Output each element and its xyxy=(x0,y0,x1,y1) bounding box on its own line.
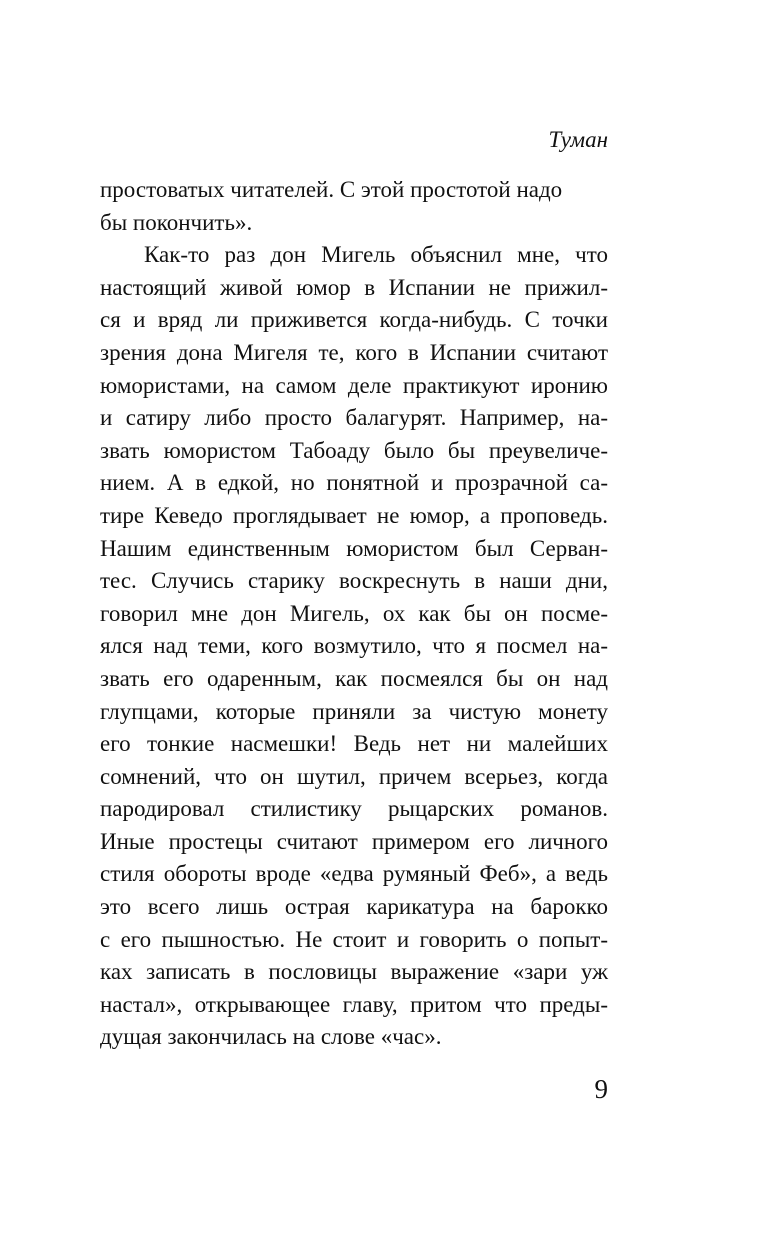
text-line: ялся над теми, кого возмутило, что я посмел на- xyxy=(100,633,608,659)
text-line: ках записать в пословицы выражение «зари уж xyxy=(100,959,608,985)
text-line: нием. А в едкой, но понятной и прозрачной са- xyxy=(100,470,608,496)
paragraph-first-line: Как-то раз дон Мигель объяснил мне, что xyxy=(144,242,608,268)
text-line: тире Кеведо проглядывает не юмор, а проповедь. xyxy=(100,502,608,528)
text-line: Иные простецы считают примером его личного xyxy=(100,828,608,854)
text-line: тес. Случись старику воскреснуть в наши дни, xyxy=(100,568,608,594)
text-line: юмористами, на самом деле практикуют иронию xyxy=(100,372,608,398)
text-line: простоватых читателей. С этой простотой надо xyxy=(100,177,563,202)
text-line: глупцами, которые приняли за чистую монету xyxy=(100,698,608,724)
text-line: Нашим единственным юмористом был Серван- xyxy=(100,535,608,561)
text-line: сомнений, что он шутил, причем всерьез, когда xyxy=(100,763,608,789)
text-line: звать юмористом Табоаду было бы преувеличе- xyxy=(100,437,608,463)
text-line: дущая закончилась на слове «час». xyxy=(100,1024,442,1050)
text-line: бы покончить». xyxy=(100,209,253,235)
text-line: настоящий живой юмор в Испании не прижил- xyxy=(100,274,608,300)
text-line: и сатиру либо просто балагурят. Например, на- xyxy=(100,405,608,431)
text-line: с его пышностью. Не стоит и говорить о попыт- xyxy=(100,926,608,952)
text-line: его тонкие насмешки! Ведь нет ни малейших xyxy=(100,731,608,757)
text-line: звать его одаренным, как посмеялся бы он над xyxy=(100,665,608,691)
text-line: это всего лишь острая карикатура на барокко xyxy=(100,894,608,920)
text-line: зрения дона Мигеля те, кого в Испании считают xyxy=(100,339,608,365)
text-line: стиля обороты вроде «едва румяный Феб», а ведь xyxy=(100,861,608,887)
text-line: настал», открывающее главу, притом что преды- xyxy=(100,991,608,1017)
text-line: ся и вряд ли приживется когда-нибудь. С точки xyxy=(100,307,608,333)
page-number: 9 xyxy=(594,1074,608,1104)
running-title: Туман xyxy=(548,127,608,152)
body-text xyxy=(100,174,608,1054)
text-line: говорил мне дон Мигель, ох как бы он посме- xyxy=(100,600,608,626)
text-line: пародировал стилистику рыцарских романов. xyxy=(100,796,608,822)
